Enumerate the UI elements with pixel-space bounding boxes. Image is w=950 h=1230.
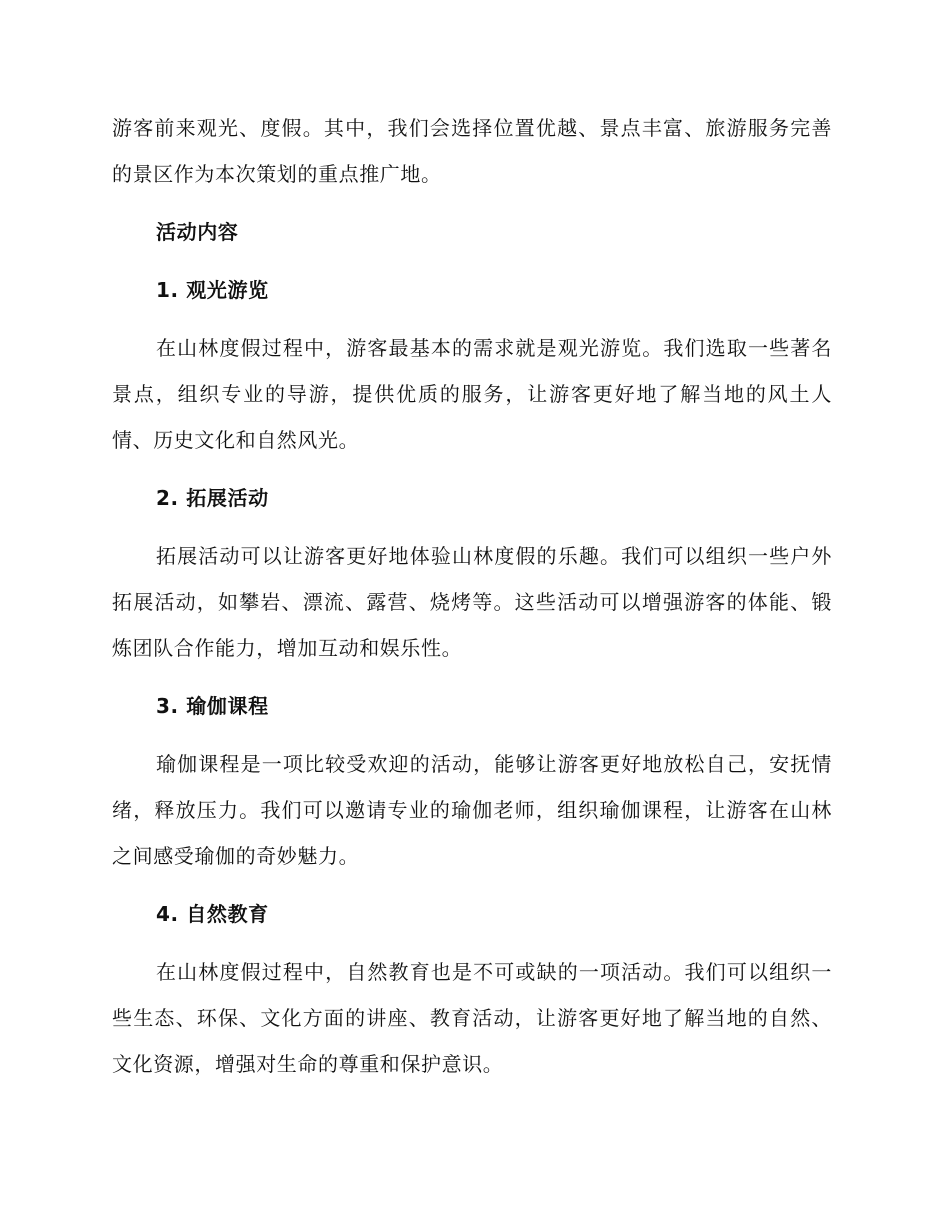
item-body-nature-education: 在山林度假过程中，自然教育也是不可或缺的一项活动。我们可以组织一些生态、环保、文化方面的讲座、教育活动，让游客更好地了解当地的自然、文化资源，增强对生命的尊重和保护意识。 (112, 960, 832, 1076)
item-body-sightseeing: 在山林度假过程中，游客最基本的需求就是观光游览。我们选取一些著名景点，组织专业的导游，提供优质的服务，让游客更好地了解当地的风土人情、历史文化和自然风光。 (112, 336, 832, 452)
item-heading-sightseeing: 1. 观光游览 (156, 278, 269, 302)
section-title: 活动内容 (156, 220, 239, 244)
item-body-outdoor: 拓展活动可以让游客更好地体验山林度假的乐趣。我们可以组织一些户外拓展活动，如攀岩、漂流、露营、烧烤等。这些活动可以增强游客的体能、锻炼团队合作能力，增加互动和娱乐性。 (112, 544, 832, 660)
item-body-yoga: 瑜伽课程是一项比较受欢迎的活动，能够让游客更好地放松自己，安抚情绪，释放压力。我们可以邀请专业的瑜伽老师，组织瑜伽课程，让游客在山林之间感受瑜伽的奇妙魅力。 (112, 752, 832, 868)
item-heading-yoga: 3. 瑜伽课程 (156, 694, 269, 718)
intro-paragraph: 游客前来观光、度假。其中，我们会选择位置优越、景点丰富、旅游服务完善的景区作为本次策划的重点推广地。 (112, 116, 832, 186)
item-heading-nature-education: 4. 自然教育 (156, 902, 269, 926)
item-heading-outdoor: 2. 拓展活动 (156, 486, 269, 510)
document-body (112, 105, 832, 1087)
